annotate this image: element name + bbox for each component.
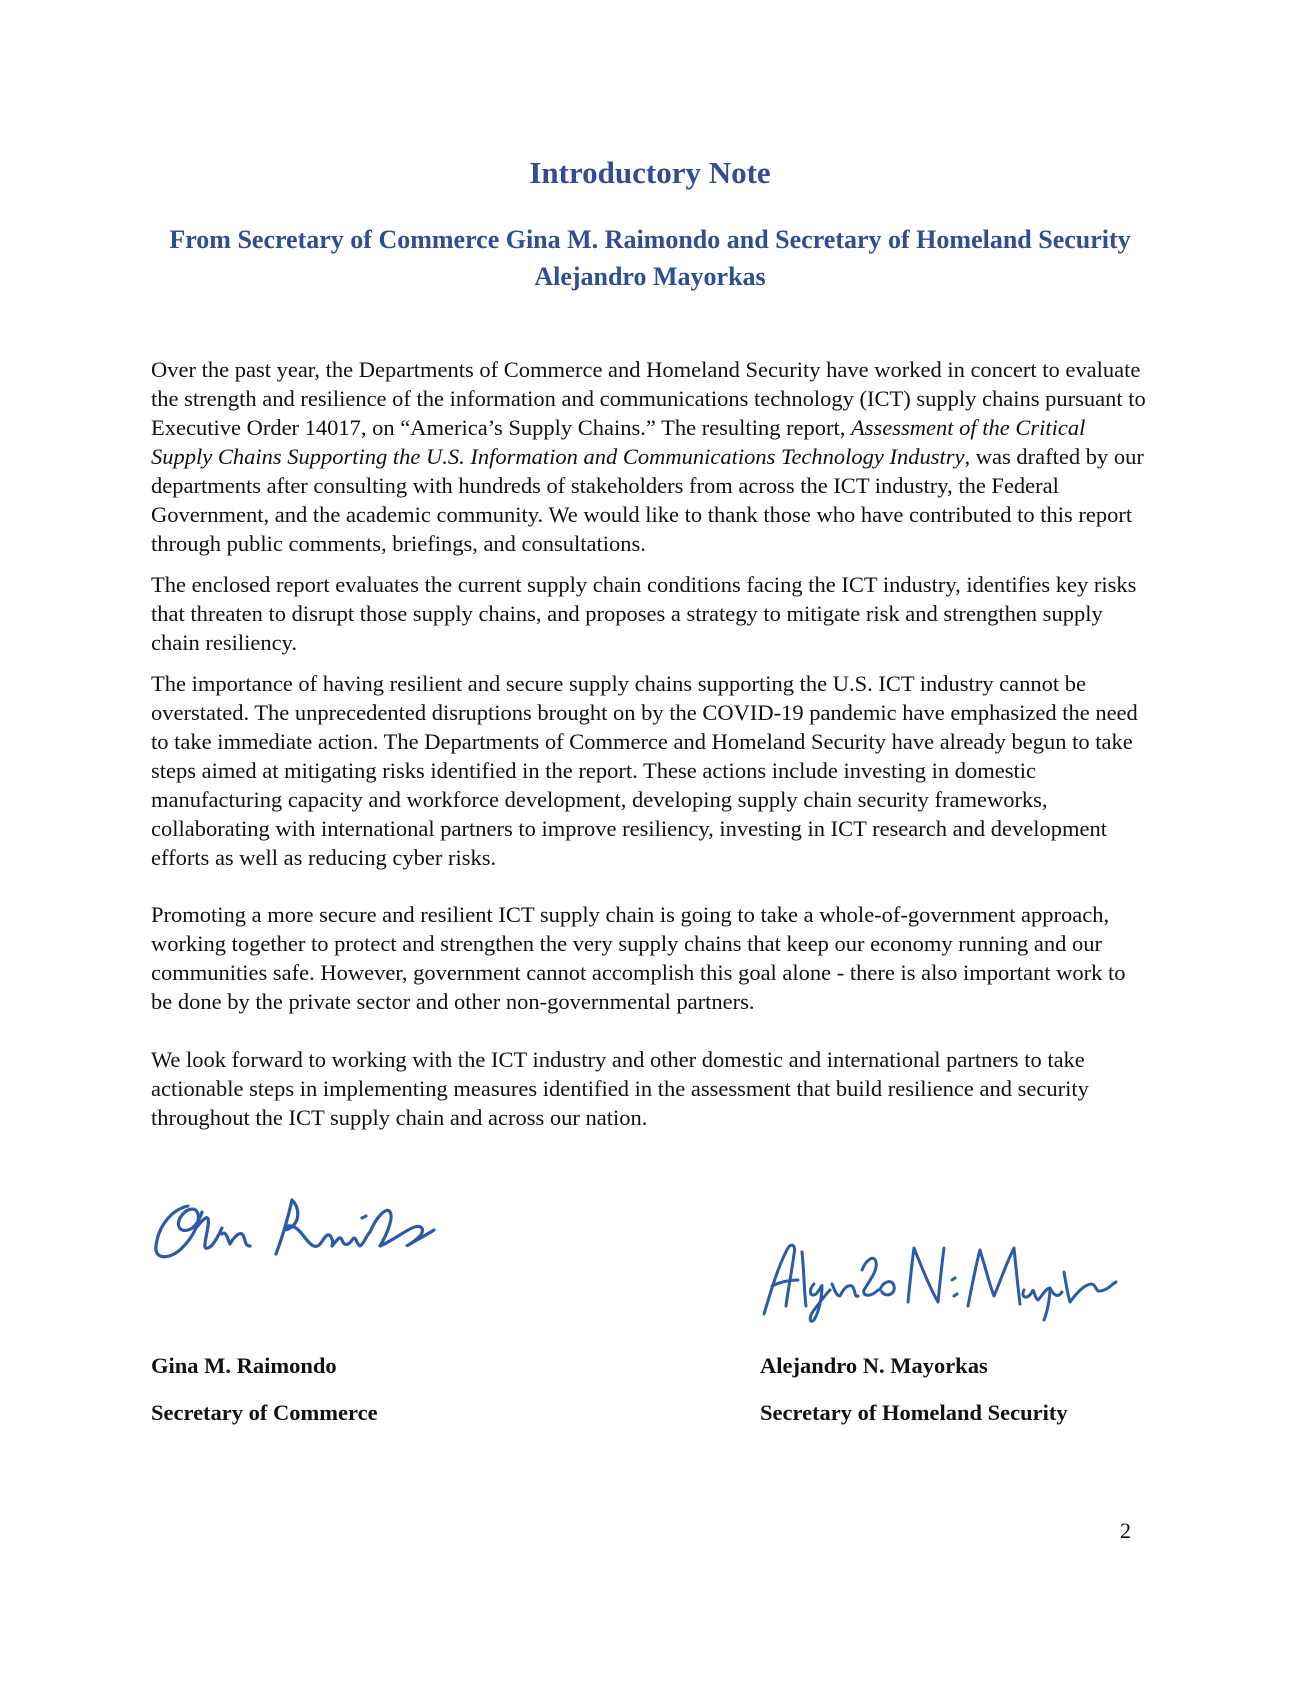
paragraph-5: We look forward to working with the ICT industry and other domestic and international partners to take actionable steps in implementing measures identified in the assessment that build resilience and security throughout the ICT supply chain and across our nation. [151,1047,1089,1130]
letter-body [151,355,1151,1132]
signatory-name-raimondo: Gina M. Raimondo [151,1353,337,1378]
signatory-name-mayorkas: Alejandro N. Mayorkas [760,1353,988,1378]
paragraph-1-text-end: , was drafted by our departments after consulting with hundreds of stakeholders from across the ICT industry, the Federal Government, and the academic community. We would like to thank those who have contributed to this report through public comments, briefings, and consultations. [151,444,1144,556]
signatory-title-mayorkas: Secretary of Homeland Security [760,1400,1068,1425]
handwritten-signature-raimondo-icon [150,1188,450,1268]
signatory-title-raimondo: Secretary of Commerce [151,1400,378,1425]
paragraph-1-text-start: Over the past year, the Departments of Commerce and Homeland Security have worked in concert to evaluate the strength and resilience of the information and communications technology (ICT) supply chains pursuant to Executive Order 14017, on “America’s Supply Chains.” The resulting report, [151,357,1146,440]
paragraph-3: The importance of having resilient and secure supply chains supporting the U.S. ICT industry cannot be overstated. The unprecedented disruptions brought on by the COVID-19 pandemic have emphasized the need to take immediate action. The Departments of Commerce and Homeland Security have already begun to take steps aimed at mitigating risks identified in the report. These actions include investing in domestic manufacturing capacity and workforce development, developing supply chain security frameworks, collaborating with international partners to improve resiliency, investing in ICT research and development efforts as well as reducing cyber risks. [151,671,1138,870]
handwritten-signature-mayorkas-icon [758,1240,1118,1325]
page-subtitle: From Secretary of Commerce Gina M. Raimondo and Secretary of Homeland Security Alejandro Mayorkas [169,225,1131,291]
paragraph-1 [151,355,1151,558]
paragraph-4: Promoting a more secure and resilient ICT supply chain is going to take a whole-of-government approach, working together to protect and strengthen the very supply chains that keep our economy running and our communities safe. However, government cannot accomplish this goal alone - there is also important work to be done by the private sector and other non-governmental partners. [151,902,1126,1014]
paragraph-2: The enclosed report evaluates the current supply chain conditions facing the ICT industry, identifies key risks that threaten to disrupt those supply chains, and proposes a strategy to mitigate risk and strengthen supply chain resiliency. [151,572,1137,655]
report-title: Assessment of the Critical Supply Chains Supporting the U.S. Information and Communications Technology Industry [151,415,1086,469]
page-number: 2 [1120,1518,1131,1543]
page-title: Introductory Note [529,155,771,190]
